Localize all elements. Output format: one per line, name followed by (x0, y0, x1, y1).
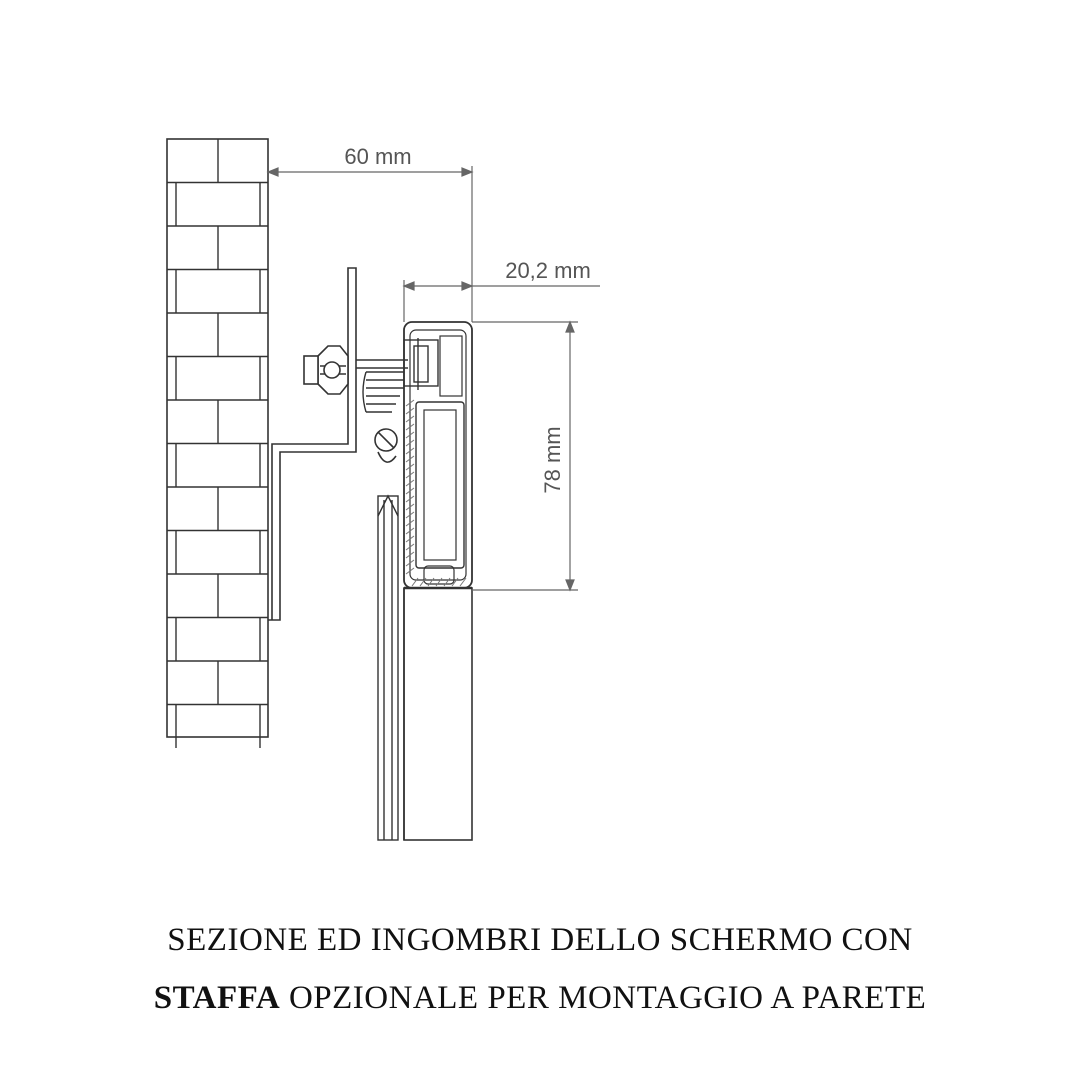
screw (375, 429, 397, 462)
spring-clip (363, 338, 438, 412)
profile-hatching (406, 400, 466, 586)
caption-line-2-rest: OPZIONALE PER MONTAGGIO A PARETE (280, 980, 927, 1016)
screen-fabric (404, 588, 472, 840)
dimension-60mm-label: 60 mm (344, 144, 412, 169)
bolt-nut (304, 346, 348, 394)
caption-line-2 (0, 980, 1080, 1017)
dimension-20mm-label: 20,2 mm (505, 258, 591, 283)
dimension-78mm-label: 78 mm (540, 426, 565, 494)
caption-line-1: SEZIONE ED INGOMBRI DELLO SCHERMO CON (167, 922, 913, 958)
dimension-60mm (268, 166, 472, 322)
caption-bold-word: STAFFA (153, 980, 281, 1016)
guide-rail (378, 496, 398, 840)
dimension-20mm (404, 280, 600, 322)
